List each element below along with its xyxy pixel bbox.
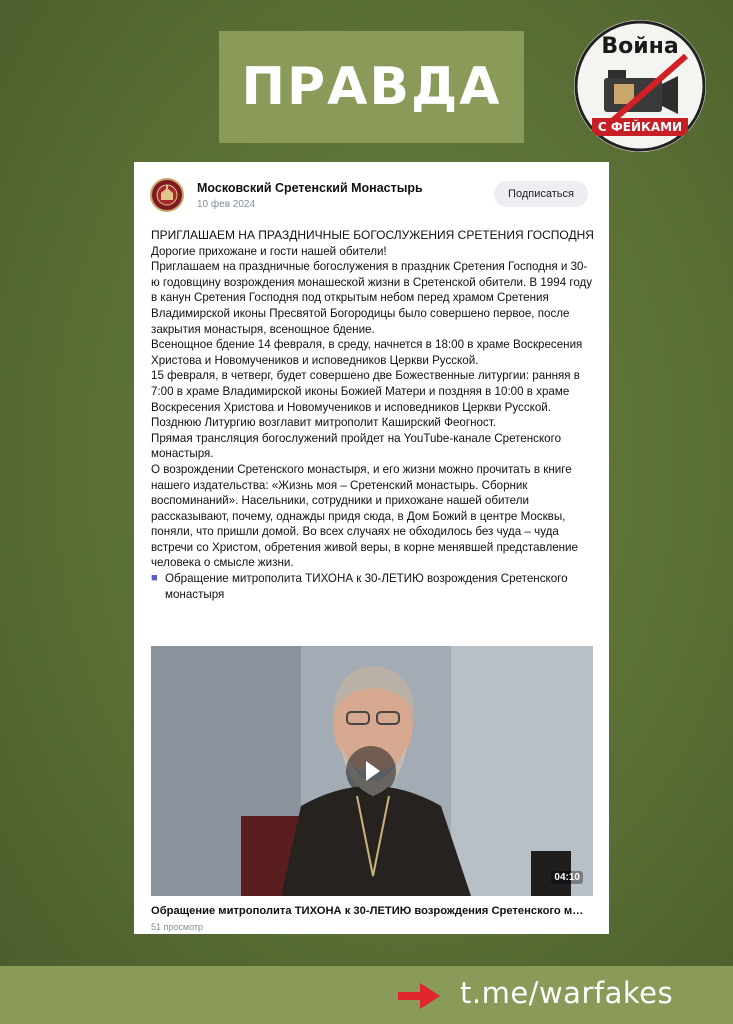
video-title[interactable]: Обращение митрополита ТИХОНА к 30-ЛЕТИЮ возрождения Сретенского м… bbox=[151, 905, 584, 917]
post-paragraph: 15 февраля, в четверг, будет совершено две Божественные литургии: ранняя в 7:00 в храме Владимирской иконы Божией Матери и поздняя в 10:00 в храме Воскресения Христова и Новомучеников и исповедников Церкви Русской. Позднюю Литургию возглавит митрополит Каширский Феогност. bbox=[151, 369, 580, 430]
monastery-emblem-icon bbox=[152, 180, 182, 210]
post-paragraph: Дорогие прихожане и гости нашей обители! bbox=[151, 244, 387, 258]
post-paragraph: Прямая трансляция богослужений пройдет на YouTube-канале Сретенского монастыря. bbox=[151, 431, 562, 461]
author-name[interactable]: Московский Сретенский Монастырь bbox=[197, 181, 423, 195]
post-paragraph: Всенощное бдение 14 февраля, в среду, начнется в 18:00 в храме Воскресения Христова и Новомучеников и исповедников Церкви Русской. bbox=[151, 338, 583, 367]
post-card bbox=[134, 162, 609, 934]
logo-top-text: Война bbox=[601, 34, 679, 59]
video-link-text[interactable]: Обращение митрополита ТИХОНА к 30-ЛЕТИЮ возрождения Сретенского монастыря bbox=[165, 572, 568, 601]
verdict-label: ПРАВДА bbox=[241, 57, 502, 117]
subscribe-button[interactable]: Подписаться bbox=[494, 181, 588, 207]
footer-bar bbox=[0, 966, 733, 1024]
post-paragraph: Приглашаем на праздничные богослужения в праздник Сретения Господня и 30-ю годовщину возрождения монашеской жизни в Сретенской обители. В 1994 году в канун Сретения Господня под открытым небом перед храмом Сретения Владимирской иконы Пресвятой Богородицы было совершено первое, после закрытия монастыря, всенощное бдение. bbox=[151, 260, 593, 336]
war-on-fakes-logo bbox=[574, 20, 706, 152]
verdict-banner bbox=[219, 31, 524, 143]
video-duration: 04:10 bbox=[551, 871, 583, 884]
post-body bbox=[151, 228, 596, 602]
post-headline: ПРИГЛАШАЕМ НА ПРАЗДНИЧНЫЕ БОГОСЛУЖЕНИЯ СРЕТЕНИЯ ГОСПОДНЯ bbox=[151, 228, 594, 242]
video-thumbnail[interactable] bbox=[151, 646, 593, 896]
post-date[interactable]: 10 фев 2024 bbox=[197, 199, 256, 210]
avatar[interactable] bbox=[150, 178, 184, 212]
play-button[interactable] bbox=[346, 746, 396, 796]
video-views: 51 просмотр bbox=[151, 922, 204, 932]
video-link[interactable] bbox=[151, 571, 596, 602]
logo-bottom-text: С ФЕЙКАМИ bbox=[592, 118, 688, 136]
arrow-right-icon bbox=[398, 983, 440, 1009]
post-paragraph: О возрождении Сретенского монастыря, и его жизни можно прочитать в книге нашего издательства: «Жизнь моя – Сретенский монастырь. Сборник воспоминаний». Насельники, сотрудники и прихожане нашей обители рассказывают, почему, однажды придя сюда, в Дом Божий в центре Москвы, поняли, что пришли домой. Во всех случаях не обходилось без чуда – чуда встречи со Христом, обретения живой веры, в корне менявшей представление человека о смысле жизни. bbox=[151, 462, 578, 570]
monastery-link-icon: ■ bbox=[151, 572, 158, 585]
telegram-link[interactable]: t.me/warfakes bbox=[460, 976, 674, 1010]
